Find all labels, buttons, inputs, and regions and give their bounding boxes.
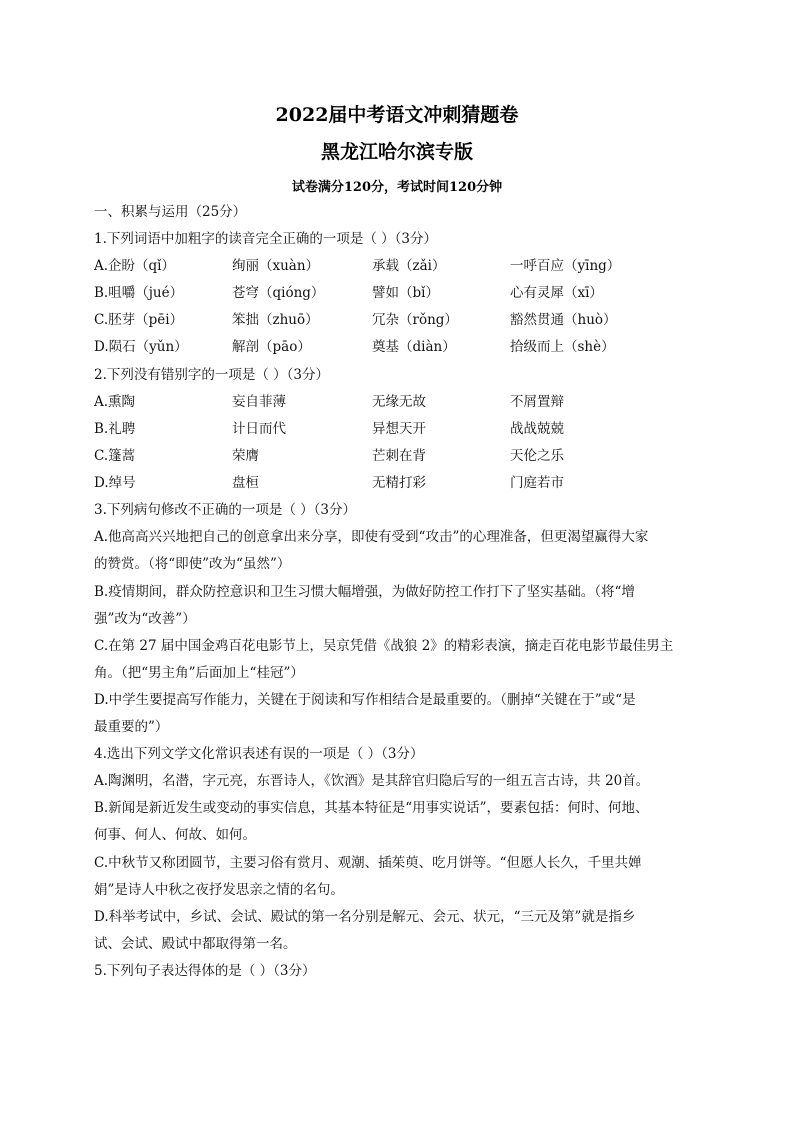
- option-cell: 一呼百应（yīng）: [510, 258, 621, 274]
- option-cell: 承载（zǎi）: [372, 258, 446, 274]
- option-cell: 绚丽（xuàn）: [232, 258, 320, 274]
- question-3-stem: 3.下列病句修改不正确的一项是（ ）（3分）: [94, 502, 357, 518]
- option-cell: 芒刺在背: [372, 448, 426, 464]
- option-cell: D.陨石（yǔn）: [94, 339, 188, 355]
- question-3-line: B.疫情期间，群众防控意识和卫生习惯大幅增强，为做好防控工作打下了坚实基础。（将“增: [94, 584, 635, 600]
- option-cell: 豁然贯通（huò）: [510, 312, 617, 328]
- option-cell: 譬如（bǐ）: [372, 285, 439, 301]
- option-cell: 解剖（pāo）: [232, 339, 311, 355]
- exam-title: 2022届中考语文冲刺猜题卷: [275, 104, 519, 126]
- option-cell: 无精打彩: [372, 475, 426, 491]
- option-cell: 拾级而上（shè）: [510, 339, 615, 355]
- option-cell: A.熏陶: [94, 394, 136, 410]
- option-cell: B.礼聘: [94, 421, 136, 437]
- option-cell: 盘桓: [232, 475, 259, 491]
- option-cell: 苍穹（qióng）: [232, 285, 325, 301]
- exam-subtitle: 黑龙江哈尔滨专版: [320, 141, 473, 163]
- question-4-line: D.科举考试中，乡试、会试、殿试的第一名分别是解元、会元、状元，“三元及第”就是指乡: [94, 909, 636, 925]
- section-heading: 一、积累与运用（25分）: [94, 204, 247, 220]
- option-cell: 不屑置辩: [510, 394, 564, 410]
- option-cell: B.咀嚼（jué）: [94, 285, 184, 301]
- exam-info: 试卷满分120分，考试时间120分钟: [291, 180, 503, 195]
- option-cell: C.胚芽（pēi）: [94, 312, 184, 328]
- question-4-line: 娟”是诗人中秋之夜抒发思亲之情的名句。: [94, 882, 344, 898]
- question-2-stem: 2.下列没有错别字的一项是（ ）（3分）: [94, 367, 330, 383]
- question-1-stem: 1.下列词语中加粗字的读音完全正确的一项是（ ）（3分）: [94, 231, 438, 247]
- question-3-line: C.在第 27 届中国金鸡百花电影节上，吴京凭借《战狼 2》的精彩表演，摘走百花电影节最佳男主: [94, 638, 674, 654]
- option-cell: 笨拙（zhuō）: [232, 312, 319, 328]
- option-cell: 荣膺: [232, 448, 259, 464]
- option-cell: 异想天开: [372, 421, 426, 437]
- option-cell: 奠基（diàn）: [372, 339, 456, 355]
- option-cell: 战战兢兢: [510, 421, 564, 437]
- question-3-line: 角。（把“男主角”后面加上“桂冠”）: [94, 665, 304, 681]
- question-4-line: 何事、何人、何故、如何。: [94, 827, 256, 843]
- question-3-line: 最重要的”）: [94, 719, 169, 735]
- option-cell: 冗杂（rǒng）: [372, 312, 458, 328]
- option-cell: 心有灵犀（xī）: [510, 285, 603, 301]
- question-3-line: D.中学生要提高写作能力，关键在于阅读和写作相结合是最重要的。（删掉“关键在于”或“是: [94, 692, 636, 708]
- option-cell: 计日而代: [232, 421, 286, 437]
- option-cell: D.绰号: [94, 475, 136, 491]
- question-4-line: C.中秋节又称团圆节，主要习俗有赏月、观潮、插茱萸、吃月饼等。“但愿人长久，千里共婵: [94, 855, 642, 871]
- option-cell: 门庭若市: [510, 475, 564, 491]
- option-cell: 无缘无故: [372, 394, 426, 410]
- option-cell: 天伦之乐: [510, 448, 564, 464]
- question-4-line: B.新闻是新近发生或变动的事实信息，其基本特征是“用事实说话”，要素包括：何时、何地、: [94, 800, 649, 816]
- question-3-line: 强”改为“改善”）: [94, 611, 196, 627]
- question-3-line: A.他高高兴兴地把自己的创意拿出来分享，即使有受到“攻击”的心理准备，但更渴望赢得大家: [94, 529, 649, 545]
- option-cell: 妄自菲薄: [232, 394, 286, 410]
- question-4-line: 试、会试、殿试中都取得第一名。: [94, 936, 297, 952]
- question-5-stem: 5.下列句子表达得体的是（ ）（3分）: [94, 963, 316, 979]
- question-3-line: 的赞赏。（将“即使”改为“虽然”）: [94, 556, 291, 572]
- question-4-stem: 4.选出下列文学文化常识表述有误的一项是（ ）（3分）: [94, 746, 424, 762]
- option-cell: C.篷蒿: [94, 448, 136, 464]
- option-cell: A.企盼（qǐ）: [94, 258, 175, 274]
- question-4-line: A.陶渊明，名潜，字元亮，东晋诗人，《饮酒》是其辞官归隐后写的一组五言古诗，共 20首。: [94, 773, 650, 789]
